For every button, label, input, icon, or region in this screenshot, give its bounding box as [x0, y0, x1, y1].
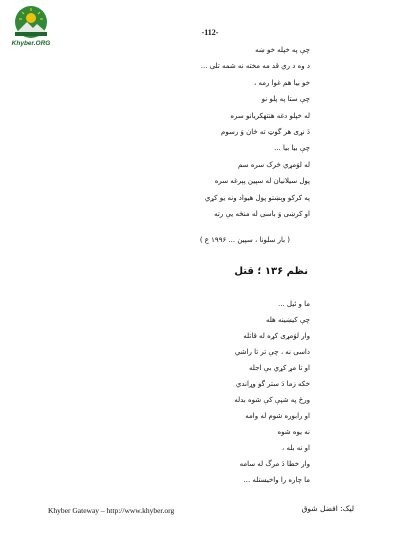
poem-line: ما و ئیل ... [278, 300, 310, 308]
poem-line: او رابوره شوم له وامه [245, 412, 310, 420]
poem-line: د وه د ري قد مه مخته نه شمه تلی ... [200, 62, 310, 71]
poem-line: پول سیلانیان له سپین پېرغه سره [214, 177, 310, 186]
poem-line: چې بيا بيا ... [274, 144, 310, 153]
poem-line: چې کیښینه هله [265, 316, 310, 324]
poem-line: او نه بله ، [282, 444, 310, 452]
sun-mountain-icon [8, 4, 54, 44]
logo-text: Khyber.ORG [11, 40, 51, 47]
poem-date: ( بار سلونا ، سپين ... ۱۹۹۶ ع ) [199, 236, 290, 244]
poem-line: له لوَمړي څرک سره سم [238, 160, 310, 169]
poem-line: دَ نړی هر گوټ ته ځان وَ رسوم [221, 128, 310, 137]
poem-line: خو بیا هم غوا رمه ، [254, 78, 310, 87]
poem-line: او تا مړ کړي بې اجله [249, 364, 310, 372]
poem-line: له خپلو دغه هنتهکريانو سره [230, 111, 310, 120]
poem-line: وار خطا دَ مرگ له سامه [239, 460, 310, 468]
poem-line: او کرښی وَ باسی له منځه يې رته [214, 210, 310, 219]
poem-line: ما چاره را واخیستله ... [243, 476, 310, 484]
poem-line: ورځ په شپې کې شوه بدله [234, 396, 310, 404]
poem-line: وار لوَمړی کړه له قاتله [243, 332, 310, 340]
poem-first [201, 42, 310, 222]
poem-line: چې ستا په پلو نو [261, 95, 310, 104]
poem-heading: نظم ۱۳۶ ؛ قتل [234, 266, 308, 277]
footer-author: ليک: افضل شوق [301, 504, 354, 513]
page-number: -112- [201, 28, 219, 37]
poem-line: په کرکو وېښتو پول هيواد ونه یو کړي [204, 193, 310, 202]
poem-line: داسی نه ، چې تر تا راشي [234, 348, 310, 356]
footer-source: Khyber Gateway – http://www.khyber.org [48, 506, 175, 515]
poem-second [234, 296, 310, 488]
poem-line: چې په خپله خو ښه [255, 46, 310, 54]
poem-line: خکه زما دَ ستر گو وړاندي [235, 380, 310, 388]
poem-line: نه یوه شوه [277, 428, 310, 436]
